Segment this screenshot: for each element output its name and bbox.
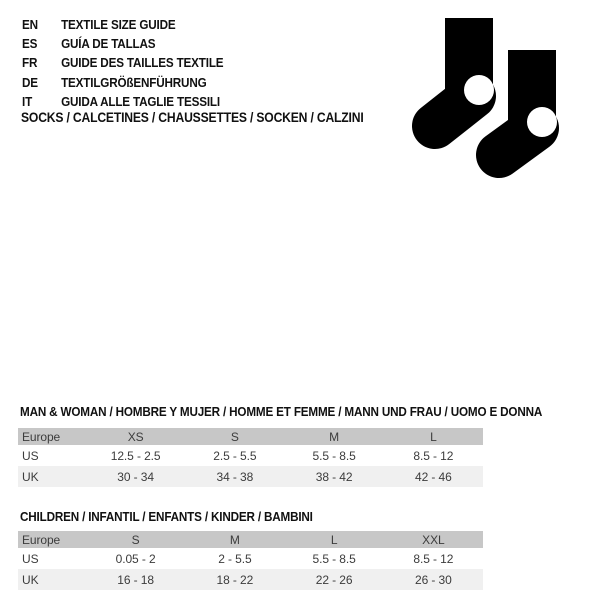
size-value: 5.5 - 8.5 <box>312 551 356 566</box>
language-label: GUIDA ALLE TAGLIE TESSILI <box>61 93 220 109</box>
header-cell-size: M <box>329 429 340 444</box>
size-value: 5.5 - 8.5 <box>312 448 356 463</box>
size-value: 42 - 46 <box>415 469 452 484</box>
language-code: EN <box>22 17 38 32</box>
language-code: ES <box>22 36 38 52</box>
size-value: 26 - 30 <box>415 572 452 587</box>
sock-right <box>499 50 557 155</box>
header-cell-size: XS <box>127 429 144 444</box>
heel-cutout <box>527 107 557 137</box>
language-code: DE <box>22 74 38 90</box>
language-label: TEXTILGRÖßENFÜHRUNG <box>61 74 207 90</box>
language-row-de <box>22 73 223 92</box>
size-value: 0.05 - 2 <box>115 551 156 566</box>
table-header-row <box>18 531 483 548</box>
sock-left <box>435 18 494 126</box>
header-cell-size: M <box>229 532 240 547</box>
header-cell-size: XXL <box>422 532 445 547</box>
category-title: SOCKS / CALCETINES / CHAUSSETTES / SOCKEN / CALZINI <box>21 110 364 125</box>
row-label: US <box>22 448 39 463</box>
size-value: 16 - 18 <box>117 572 154 587</box>
size-table-children <box>18 531 483 590</box>
header-cell-size: S <box>230 429 239 444</box>
table-row-uk <box>18 569 483 590</box>
size-value: 38 - 42 <box>315 469 353 484</box>
table-row-us <box>18 548 483 569</box>
size-value: 8.5 - 12 <box>413 448 454 463</box>
table-header-row <box>18 428 483 445</box>
size-value: 30 - 34 <box>117 469 154 484</box>
table-row-us <box>18 445 483 466</box>
size-value: 18 - 22 <box>216 572 254 587</box>
socks-icon <box>405 8 575 188</box>
header-cell-region: Europe <box>22 532 61 547</box>
language-code: FR <box>22 55 38 71</box>
table-title-children: CHILDREN / INFANTIL / ENFANTS / KINDER / BAMBINI <box>20 509 313 524</box>
language-code: IT <box>22 93 33 109</box>
language-list <box>22 15 223 111</box>
size-value: 2.5 - 5.5 <box>213 448 257 463</box>
language-label: GUÍA DE TALLAS <box>61 36 156 52</box>
size-value: 22 - 26 <box>315 572 353 587</box>
header-cell-region: Europe <box>22 429 61 444</box>
size-value: 12.5 - 2.5 <box>110 448 161 463</box>
header-cell-size: L <box>430 429 437 444</box>
row-label: UK <box>22 469 39 484</box>
language-row-fr <box>22 53 223 72</box>
table-title-man-woman: MAN & WOMAN / HOMBRE Y MUJER / HOMME ET FEMME / MANN UND FRAU / UOMO E DONNA <box>20 404 543 419</box>
row-label: UK <box>22 572 39 587</box>
table-row-uk <box>18 466 483 487</box>
header-cell-size: L <box>330 532 338 547</box>
language-row-en <box>22 15 223 34</box>
size-value: 8.5 - 12 <box>413 551 454 566</box>
language-row-it <box>22 92 223 111</box>
size-value: 34 - 38 <box>216 469 254 484</box>
size-table-man-woman <box>18 428 483 487</box>
language-label: GUIDE DES TAILLES TEXTILE <box>61 55 224 71</box>
size-value: 2 - 5.5 <box>218 551 252 566</box>
language-row-es <box>22 34 223 53</box>
language-label: TEXTILE SIZE GUIDE <box>61 17 176 32</box>
header-cell-size: S <box>131 532 140 547</box>
row-label: US <box>22 551 39 566</box>
heel-cutout <box>464 75 494 105</box>
